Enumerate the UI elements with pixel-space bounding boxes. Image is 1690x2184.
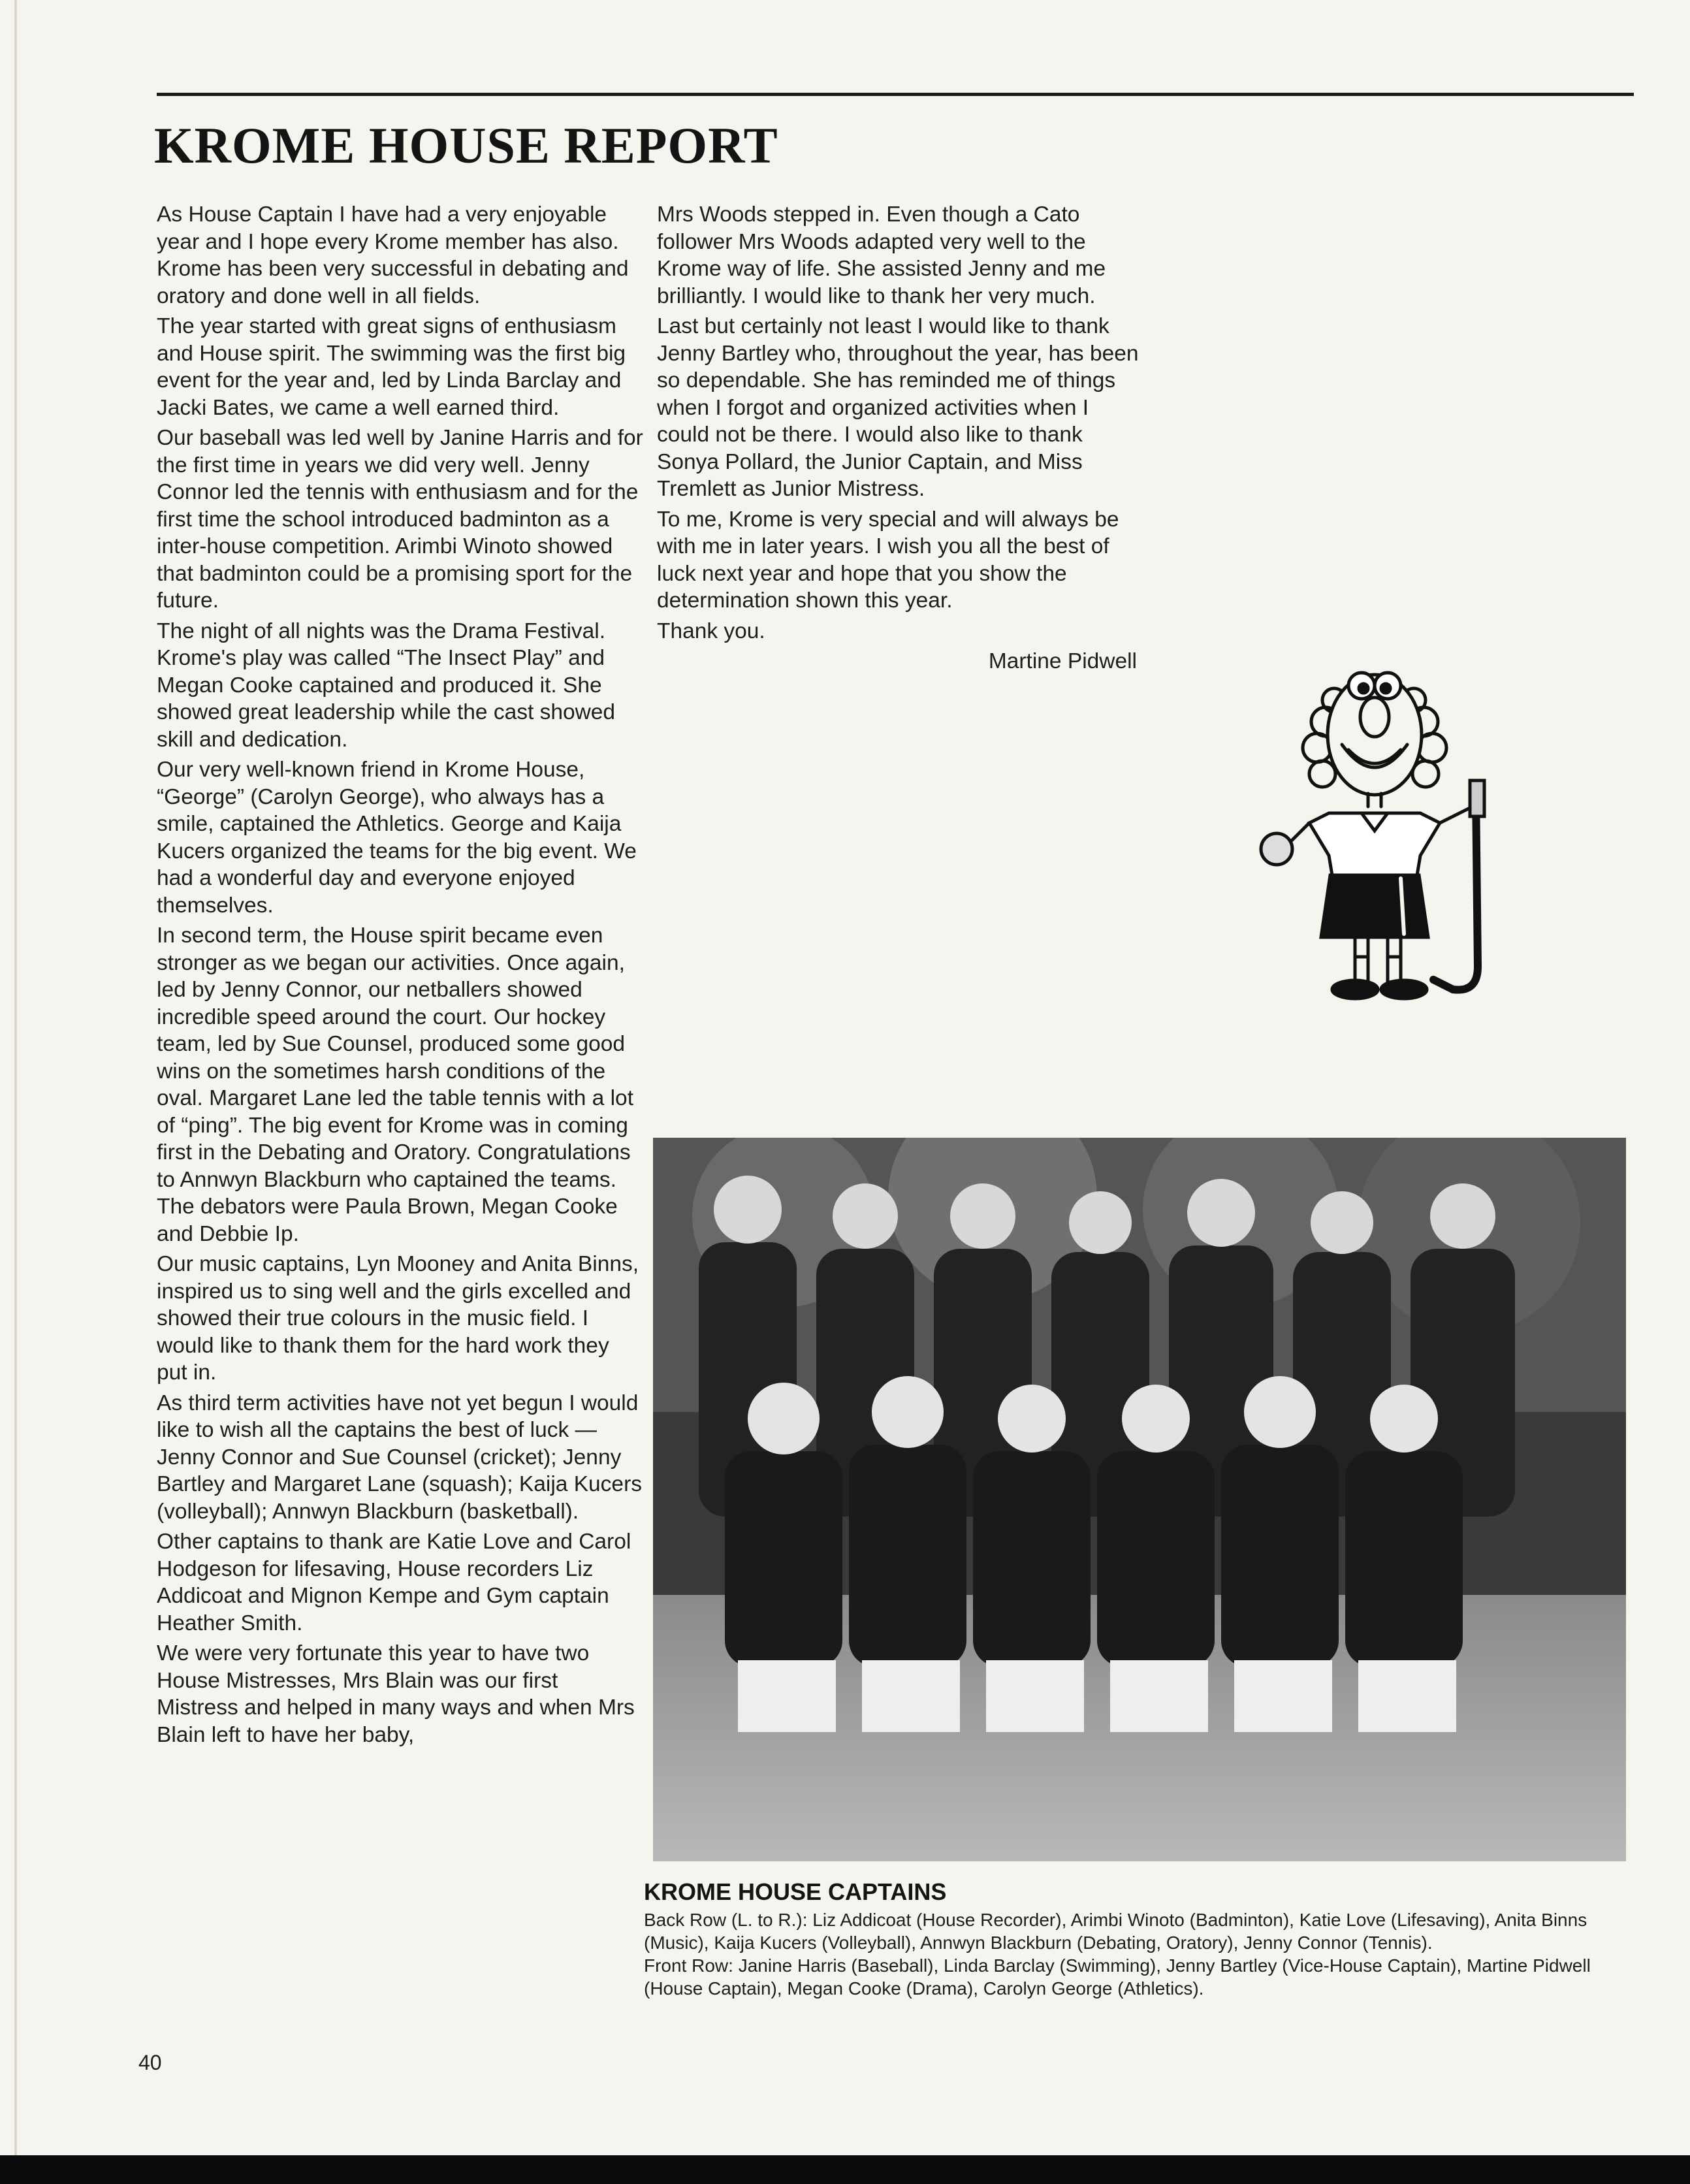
paragraph: Thank you. [657, 618, 765, 643]
paragraph: Other captains to thank are Katie Love and Carol Hodgeson for lifesaving, House recorders Liz Addicoat and Mignon Kempe and Gym captain Heather Smith. [157, 1530, 631, 1635]
page-number: 40 [138, 2051, 162, 2074]
paragraph: The night of all nights was the Drama Festival. Krome's play was called “The Insect Play” and Megan Cooke captained and produced it. She showed great leadership while the cast showed skill and dedication. [157, 618, 616, 752]
paragraph: Our music captains, Lyn Mooney and Anita Binns, inspired us to sing well and the girls excelled and showed their true colours in the music field. I would like to thank them for the hard work they put in. [157, 1252, 639, 1385]
paragraph: Our very well-known friend in Krome House, “George” (Carolyn George), who always has a smile, captained the Athletics. George and Kaija Kucers organized the teams for the big event. We had a wonderful day and everyone enjoyed themselves. [157, 758, 637, 918]
paragraph: As House Captain I have had a very enjoyable year and I hope every Krome member has also. Krome has been very successful in debating and oratory and done well in all fields. [157, 202, 629, 308]
report-title: KROME HOUSE REPORT [154, 117, 778, 174]
binding-edge [14, 0, 17, 2155]
paragraph: To me, Krome is very special and will always be with me in later years. I wish you all the best of luck next year and hope that you show the determination shown this year. [657, 507, 1119, 613]
paragraph: Our baseball was led well by Janine Harris and for the first time in years we did very well. Jenny Connor led the tennis with enthusiasm and for the first time the school introduced badminton as a inter-house competition. Arimbi Winoto showed that badminton could be a promising sport for the future. [157, 426, 643, 613]
signature: Martine Pidwell [988, 649, 1137, 673]
left-column [157, 201, 643, 1752]
paragraph: Mrs Woods stepped in. Even though a Cato follower Mrs Woods adapted very well to the Krome way of life. She assisted Jenny and me brilliantly. I would like to thank her very much. [657, 202, 1106, 308]
captains-group-photo [653, 1138, 1626, 1861]
right-column [657, 201, 1143, 679]
back-row-caption: Back Row (L. to R.): Liz Addicoat (House Recorder), Arimbi Winoto (Badminton), Katie Love (Lifesaving), Anita Binns (Music), Kaija Kucers (Volleyball), Annwyn Blackburn (Debating, Oratory), Jenny Connor (Tennis). [644, 1910, 1587, 1953]
front-row-caption: Front Row: Janine Harris (Baseball), Linda Barclay (Swimming), Jenny Bartley (Vice-House Captain), Martine Pidwell (House Captain), Megan Cooke (Drama), Carolyn George (Athletics). [644, 1955, 1591, 1999]
paragraph: We were very fortunate this year to have two House Mistresses, Mrs Blain was our first Mistress and helped in many ways and when Mrs Blain left to have her baby, [157, 1641, 635, 1747]
photo-caption [644, 1908, 1604, 2000]
header-rule [157, 93, 1634, 96]
mascot-illustration [1257, 660, 1512, 1012]
caption-title: KROME HOUSE CAPTAINS [644, 1878, 947, 1905]
paragraph: In second term, the House spirit became even stronger as we began our activities. Once again, led by Jenny Connor, our netballers showed incredible speed around the court. Our hockey team, led by Sue Counsel, produced some good wins on the sometimes harsh conditions of the oval. Margaret Lane led the table tennis with a lot of “ping”. The big event for Krome was in coming first in the Debating and Oratory. Congratulations to Annwyn Blackburn who captained the teams. The debators were Paula Brown, Megan Cooke and Debbie Ip. [157, 923, 633, 1246]
paragraph: Last but certainly not least I would like to thank Jenny Bartley who, throughout the year, has been so dependable. She has reminded me of things when I forgot and organized activities when I could not be there. I would also like to thank Sonya Pollard, the Junior Captain, and Miss Tremlett as Junior Mistress. [657, 314, 1139, 501]
paragraph: The year started with great signs of enthusiasm and House spirit. The swimming was the first big event for the year and, led by Linda Barclay and Jacki Bates, we came a well earned third. [157, 314, 626, 420]
paragraph: As third term activities have not yet begun I would like to wish all the captains the best of luck — Jenny Connor and Sue Counsel (cricket); Jenny Bartley and Margaret Lane (squash); Kaija Kucers (volleyball); Annwyn Blackburn (basketball). [157, 1390, 642, 1524]
